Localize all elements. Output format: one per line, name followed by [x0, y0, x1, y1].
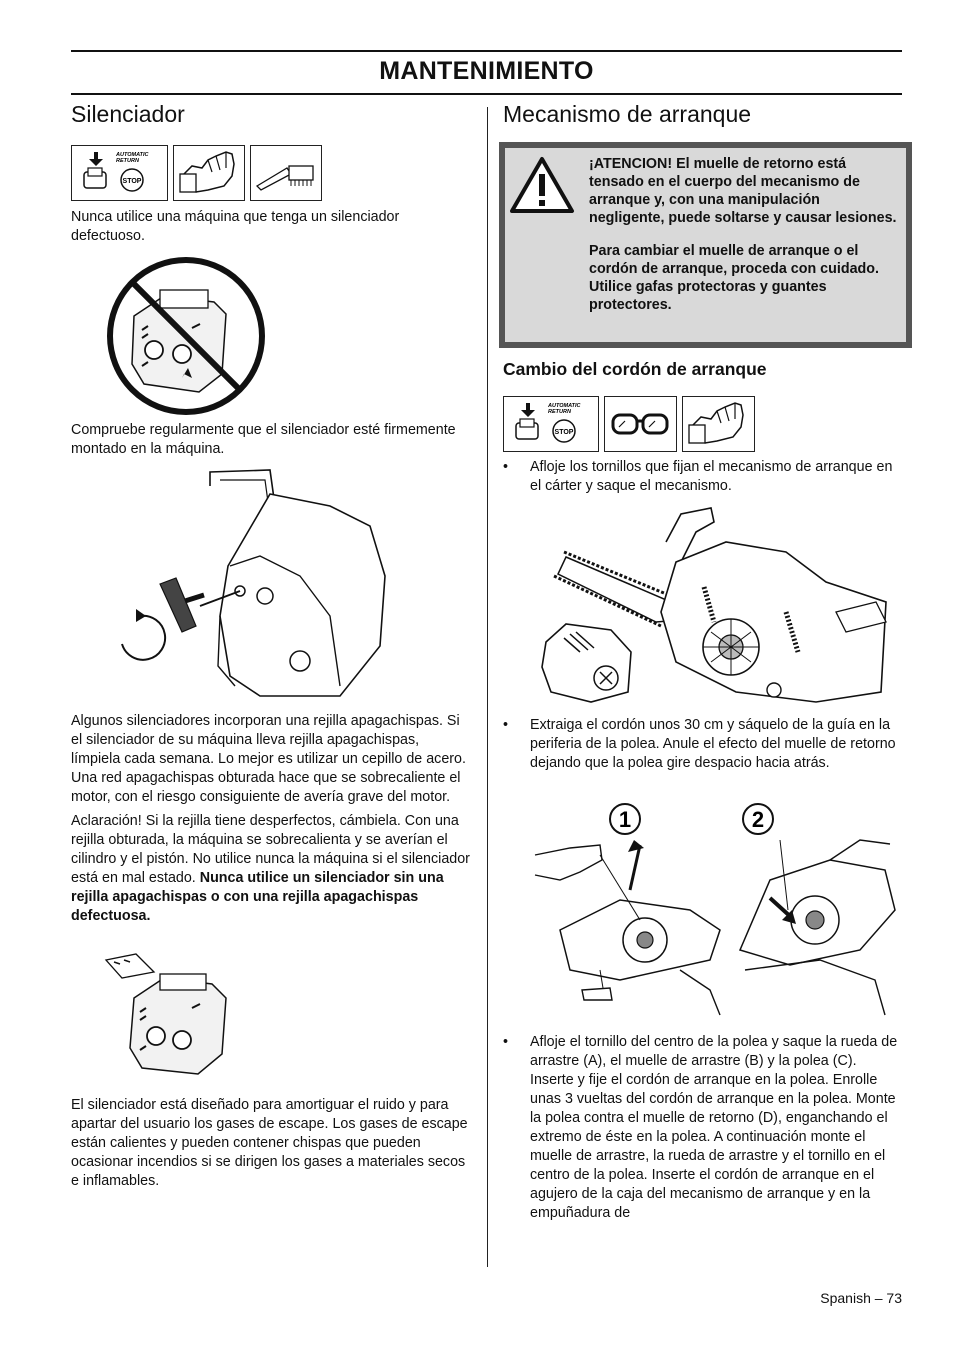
spark-arrester-illustration [100, 950, 250, 1080]
svg-text:RETURN: RETURN [116, 158, 139, 164]
stop-switch-icon-2 [503, 396, 599, 452]
svg-text:STOP: STOP [122, 178, 142, 185]
glove-icon-2 [682, 396, 755, 452]
paragraph-check-muffler: Compruebe regularmente que el silenciador esté firmemente montado en la máquina. [71, 422, 456, 457]
header-rule-top [71, 50, 902, 52]
chainsaw-starter-removal-illustration [536, 502, 896, 707]
step-1-number: 1 [618, 807, 632, 832]
prohibited-muffler-illustration [104, 254, 269, 419]
section-heading-silenciador: Silenciador [71, 101, 185, 127]
cord-removal-illustration [530, 800, 900, 1025]
paragraph-clarification: Aclaración! Si la rejilla tiene desperfectos, cámbiela. Con una rejilla obturada, la máquina se sobrecalienta y se averían el cilindro y el pistón. No utilice nunca la máquina si el silenciador está en mal estado. Nunca utilice un silenciador sin una rejilla apagachispas o con una rejilla apagachispas defectuosa. [71, 813, 470, 924]
page-title: MANTENIMIENTO [379, 57, 594, 85]
step-2-number: 2 [751, 807, 765, 832]
page-number: Spanish – 73 [820, 1290, 902, 1306]
header-rule-bottom [71, 93, 902, 95]
subheading-cambio-cordon: Cambio del cordón de arranque [503, 359, 767, 379]
automatic-label: AUTOMATIC [116, 152, 149, 158]
warning-text-1: ¡ATENCION! El muelle de retorno está tensado en el cuerpo del mecanismo de arranque y, con una manipulación negligente, puede soltarse y causar lesiones. [589, 156, 897, 226]
warning-bold-text: Nunca utilice un silenciador sin una rejilla apagachispas o con una rejilla apagachispas defectuosa. [71, 870, 444, 924]
paragraph-spark-arrester: Algunos silenciadores incorporan una rejilla apagachispas. Si el silenciador de su máquina lleva rejilla apagachispas, límpiela cada semana. Lo mejor es utilizar un cepillo de acero. Una red apagachispas obturada hace que se sobrecaliente el motor, con el riesgo consiguiente de avería grave del motor. [71, 713, 466, 805]
paragraph-muffler-design: El silenciador está diseñado para amortiguar el ruido y para apartar del usuario los gases de escape. Los gases de escape están calientes y pueden contener chispas que pueden ocasionar incendios si se dirigen los gases a materiales secos e inflamables. [71, 1097, 468, 1189]
svg-text:AUTOMATIC: AUTOMATIC [548, 403, 581, 409]
spark-arrester-text [71, 712, 471, 931]
warning-text-2: Para cambiar el muelle de arranque o el cordón de arranque, proceda con cuidado. Utilice gafas protectoras y guantes protectores. [589, 243, 879, 313]
paragraph-defective-muffler: Nunca utilice una máquina que tenga un silenciador defectuoso. [71, 209, 400, 244]
glove-icon [173, 145, 245, 201]
muffler-mounting-illustration [100, 466, 390, 706]
svg-text:STOP: STOP [554, 429, 574, 436]
svg-text:RETURN: RETURN [548, 409, 571, 415]
wire-brush-icon [250, 145, 322, 201]
safety-glasses-icon [604, 396, 677, 452]
section-heading-mecanismo: Mecanismo de arranque [503, 101, 752, 127]
warning-triangle-icon [509, 156, 575, 214]
stop-switch-icon [71, 145, 168, 201]
warning-box [499, 142, 912, 348]
column-divider [487, 107, 488, 1267]
